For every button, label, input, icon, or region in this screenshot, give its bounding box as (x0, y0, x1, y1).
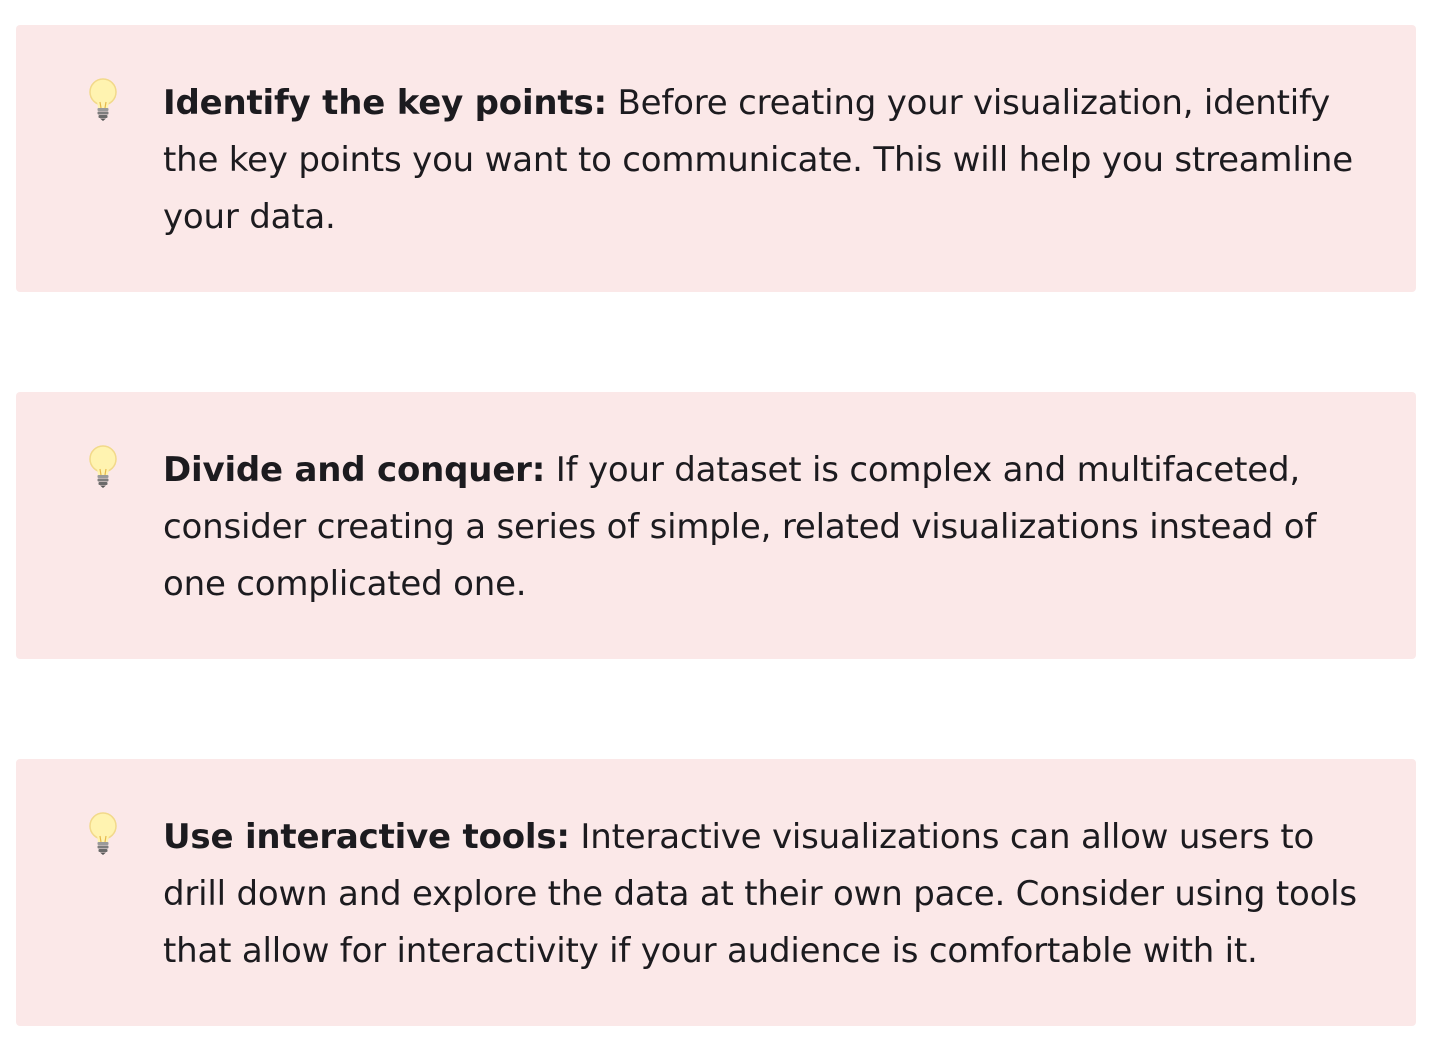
tip-title: Use interactive tools: (163, 817, 570, 857)
lightbulb-icon (88, 811, 118, 859)
tip-text (163, 809, 1378, 980)
tip-body: Before creating your visualization, identify the key points you want to communicate. This will help you streamline your data. (163, 83, 1353, 237)
tip-body: Interactive visualizations can allow users to drill down and explore the data at their own pace. Consider using tools that allow for interactivity if your audience is comfortable with it. (163, 817, 1357, 971)
tip-title: Identify the key points: (163, 83, 607, 123)
lightbulb-icon (88, 444, 118, 492)
tip-title: Divide and conquer: (163, 450, 546, 490)
tip-callout-2 (16, 392, 1416, 659)
tip-text (163, 442, 1378, 613)
tip-callout-1 (16, 25, 1416, 292)
tip-callout-3 (16, 759, 1416, 1026)
tip-body: If your dataset is complex and multifaceted, consider creating a series of simple, related visualizations instead of one complicated one. (163, 450, 1317, 604)
tip-text (163, 75, 1378, 246)
lightbulb-icon (88, 77, 118, 125)
